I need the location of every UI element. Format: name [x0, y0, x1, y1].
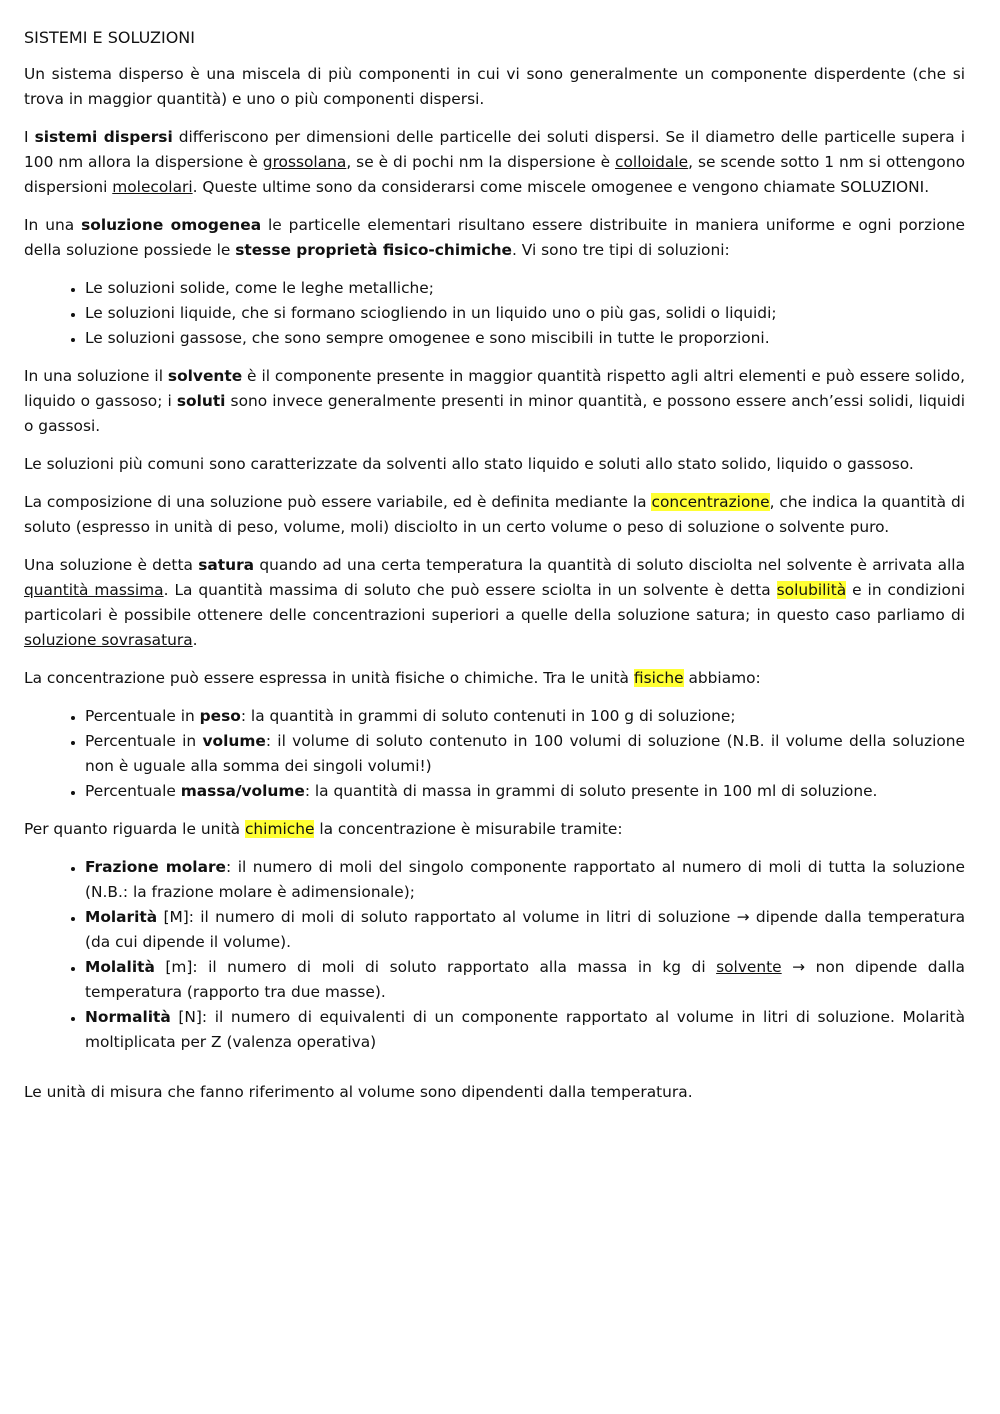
paragraph-solvente-soluti: In una soluzione il solvente è il componente presente in maggior quantità rispetto agli altri elementi e può essere solido, liquido o gassoso; i soluti sono invece generalmente presenti in minor quantità, e possono essere anch’essi solidi, liquidi o gassosi. [24, 367, 965, 435]
list-unita-fisiche [24, 704, 965, 804]
list-item: • Molalità [m]: il numero di moli di soluto rapportato alla massa in kg di solvente → non dipende dalla temperatura (rapporto tra due masse). [85, 955, 965, 1005]
list-item: • Frazione molare: il numero di moli del singolo componente rapportato al numero di moli di tutta la soluzione (N.B.: la frazione molare è adimensionale); [85, 855, 965, 905]
list-item: • Percentuale in peso: la quantità in grammi di soluto contenuti in 100 g di soluzione; [85, 704, 965, 729]
list-item: • Le soluzioni solide, come le leghe metalliche; [85, 276, 965, 301]
paragraph-concentrazione: La composizione di una soluzione può essere variabile, ed è definita mediante la concentrazione, che indica la quantità di soluto (espresso in unità di peso, volume, moli) disciolto in un certo volume o peso di soluzione o solvente puro. [24, 493, 965, 536]
paragraph-intro: Un sistema disperso è una miscela di più componenti in cui vi sono generalmente un componente disperdente (che si trova in maggior quantità) e uno o più componenti dispersi. [24, 65, 965, 108]
paragraph-satura: Una soluzione è detta satura quando ad una certa temperatura la quantità di soluto disciolta nel solvente è arrivata alla quantità massima. La quantità massima di soluto che può essere sciolta in un solvente è detta solubilità e in condizioni particolari è possibile ottenere delle concentrazioni superiori a quelle della soluzione satura; in questo caso parliamo di soluzione sovrasatura. [24, 556, 966, 649]
paragraph-unita-chimiche: Per quanto riguarda le unità chimiche la concentrazione è misurabile tramite: [24, 820, 623, 838]
list-tipi-soluzioni [24, 276, 965, 351]
spacer [24, 1068, 965, 1080]
paragraph-conclusione: Le unità di misura che fanno riferimento al volume sono dipendenti dalla temperatura. [24, 1083, 693, 1101]
list-item: • Percentuale in volume: il volume di soluto contenuto in 100 volumi di soluzione (N.B. il volume della soluzione non è uguale alla somma dei singoli volumi!) [85, 729, 965, 779]
highlight-concentrazione: concentrazione [651, 493, 770, 511]
highlight-fisiche: fisiche [633, 669, 684, 687]
paragraph-soluzioni-comuni: Le soluzioni più comuni sono caratterizzate da solventi allo stato liquido e soluti allo stato solido, liquido o gassoso. [24, 455, 914, 473]
list-item: • Percentuale massa/volume: la quantità di massa in grammi di soluto presente in 100 ml di soluzione. [85, 779, 965, 804]
paragraph-unita-fisiche: La concentrazione può essere espressa in unità fisiche o chimiche. Tra le unità fisiche abbiamo: [24, 669, 761, 687]
highlight-chimiche: chimiche [244, 820, 315, 838]
list-item: • Molarità [M]: il numero di moli di soluto rapportato al volume in litri di soluzione → dipende dalla temperatura (da cui dipende il volume). [85, 905, 965, 955]
list-item: • Normalità [N]: il numero di equivalenti di un componente rapportato al volume in litri di soluzione. Molarità moltiplicata per Z (valenza operativa) [85, 1005, 965, 1055]
list-unita-chimiche [24, 855, 965, 1055]
list-item: • Le soluzioni liquide, che si formano sciogliendo in un liquido uno o più gas, solidi o liquidi; [85, 301, 965, 326]
page-title: SISTEMI E SOLUZIONI [24, 28, 195, 47]
highlight-solubilita: solubilità [776, 581, 847, 599]
paragraph-sistemi-dispersi: I sistemi dispersi differiscono per dimensioni delle particelle dei soluti dispersi. Se il diametro delle particelle supera i 100 nm allora la dispersione è grossolana, se è di pochi nm la dispersione è colloidale, se scende sotto 1 nm si ottengono dispersioni molecolari. Queste ultime sono da considerarsi come miscele omogenee e vengono chiamate SOLUZIONI. [24, 128, 965, 196]
paragraph-soluzione-omogenea: In una soluzione omogenea le particelle elementari risultano essere distribuite in maniera uniforme e ogni porzione della soluzione possiede le stesse proprietà fisico-chimiche. Vi sono tre tipi di soluzioni: [24, 216, 965, 259]
list-item: • Le soluzioni gassose, che sono sempre omogenee e sono miscibili in tutte le proporzioni. [85, 326, 965, 351]
